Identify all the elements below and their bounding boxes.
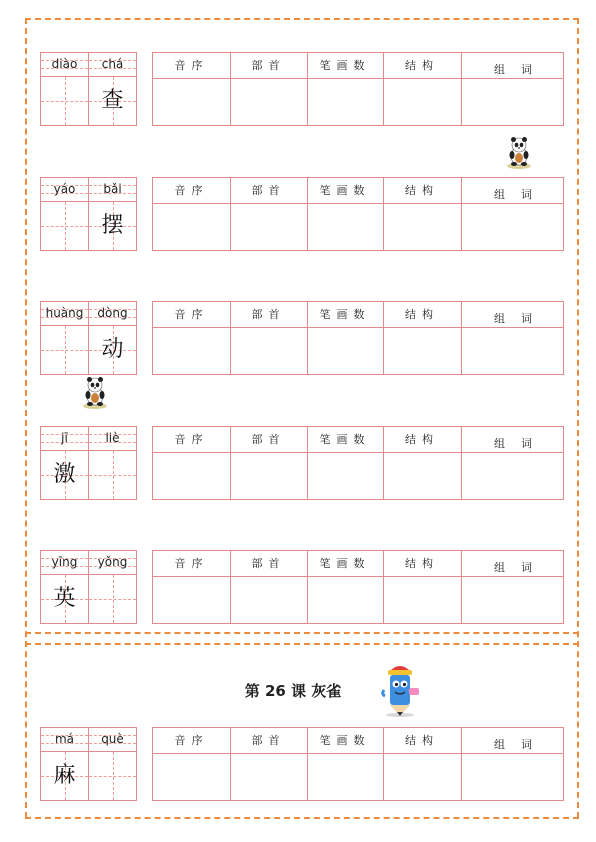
hanzi-box [41, 202, 88, 250]
answer-cell[interactable] [230, 205, 307, 250]
answer-cell[interactable] [230, 329, 307, 374]
info-column-label: 笔画数 [319, 308, 371, 321]
pinyin-text: liè [105, 431, 120, 445]
info-column-label: 组词 [494, 63, 548, 76]
hanzi-text: 查 [101, 88, 124, 113]
panda-icon [506, 136, 532, 170]
character-info-table [152, 727, 564, 801]
info-column-label: 部首 [251, 734, 286, 747]
character-info-table [152, 177, 564, 251]
writing-row [40, 52, 564, 126]
info-column-label: 部首 [251, 59, 286, 72]
character-cell[interactable] [88, 301, 137, 375]
answer-cell[interactable] [230, 80, 307, 125]
hanzi-text [89, 451, 136, 499]
section-divider-bottom [25, 643, 579, 645]
hanzi-text: 摆 [101, 213, 124, 238]
answer-cell[interactable] [153, 80, 230, 125]
hanzi-box [89, 575, 136, 623]
info-column-label: 音序 [174, 184, 209, 197]
info-column-label: 结构 [405, 557, 439, 570]
answer-cell[interactable] [383, 578, 461, 623]
pinyin-line [41, 551, 88, 575]
panda-icon [82, 376, 108, 410]
answer-cell[interactable] [461, 205, 565, 250]
pinyin-text: yǒng [97, 555, 128, 569]
hanzi-box [89, 752, 136, 800]
info-column-label: 部首 [251, 433, 286, 446]
character-cell[interactable] [40, 52, 89, 126]
info-column-label: 部首 [251, 308, 286, 321]
character-grid [40, 727, 137, 801]
pinyin-line [41, 178, 88, 202]
answer-cell[interactable] [230, 755, 307, 800]
writing-row [40, 301, 564, 375]
character-cell[interactable] [40, 550, 89, 624]
pinyin-line [89, 53, 136, 77]
answer-cell[interactable] [153, 329, 230, 374]
info-column-label: 组词 [494, 437, 548, 450]
info-column-label: 结构 [405, 184, 439, 197]
pinyin-text: huàng [45, 306, 84, 320]
answer-cell[interactable] [307, 205, 383, 250]
pinyin-text: yáo [53, 182, 76, 196]
info-column-label: 笔画数 [319, 433, 371, 446]
writing-row [40, 177, 564, 251]
answer-cell[interactable] [307, 578, 383, 623]
pinyin-line [89, 178, 136, 202]
answer-cell[interactable] [461, 578, 565, 623]
hanzi-text: 激 [53, 462, 76, 487]
character-grid [40, 52, 137, 126]
character-cell[interactable] [40, 301, 89, 375]
answer-cell[interactable] [307, 329, 383, 374]
info-column-label: 组词 [494, 738, 548, 751]
hanzi-box [89, 202, 136, 250]
character-cell[interactable] [88, 177, 137, 251]
character-grid [40, 301, 137, 375]
pinyin-text: bǎi [103, 182, 122, 196]
info-column-label: 笔画数 [319, 184, 371, 197]
pinyin-text: què [101, 732, 124, 746]
answer-cell[interactable] [230, 578, 307, 623]
hanzi-text [41, 326, 88, 374]
lesson-title: 第 26 课 灰雀 [244, 682, 342, 700]
pinyin-line [41, 302, 88, 326]
pinyin-text: chá [101, 57, 124, 71]
answer-cell[interactable] [383, 205, 461, 250]
info-column-label: 结构 [405, 734, 439, 747]
pinyin-text: yīng [51, 555, 78, 569]
answer-cell[interactable] [230, 454, 307, 499]
pinyin-line [89, 728, 136, 752]
info-column-label: 组词 [494, 312, 548, 325]
hanzi-box [89, 451, 136, 499]
hanzi-text: 动 [101, 337, 124, 362]
pinyin-text: diào [51, 57, 78, 71]
writing-row [40, 727, 564, 801]
hanzi-box [41, 575, 88, 623]
hanzi-box [41, 752, 88, 800]
character-info-table [152, 426, 564, 500]
answer-cell[interactable] [383, 454, 461, 499]
character-cell[interactable] [88, 727, 137, 801]
answer-cell[interactable] [153, 454, 230, 499]
character-info-table [152, 52, 564, 126]
info-column-label: 结构 [405, 433, 439, 446]
pinyin-text: dòng [97, 306, 128, 320]
character-cell[interactable] [88, 52, 137, 126]
section-divider-top [25, 632, 579, 634]
info-column-label: 音序 [174, 433, 209, 446]
pencil-mascot-icon [375, 660, 425, 718]
hanzi-text: 麻 [53, 763, 76, 788]
info-column-label: 音序 [174, 59, 209, 72]
pinyin-line [41, 427, 88, 451]
info-column-label: 音序 [174, 557, 209, 570]
answer-cell[interactable] [383, 80, 461, 125]
character-cell[interactable] [40, 426, 89, 500]
pinyin-text: jī [61, 431, 68, 445]
answer-cell[interactable] [461, 454, 565, 499]
character-grid [40, 177, 137, 251]
answer-cell[interactable] [383, 329, 461, 374]
answer-cell[interactable] [153, 205, 230, 250]
info-column-label: 音序 [174, 308, 209, 321]
info-column-label: 笔画数 [319, 59, 371, 72]
character-cell[interactable] [88, 550, 137, 624]
info-column-label: 结构 [405, 59, 439, 72]
hanzi-box [41, 77, 88, 125]
answer-cell[interactable] [153, 578, 230, 623]
pinyin-line [41, 728, 88, 752]
info-column-label: 音序 [174, 734, 209, 747]
pinyin-line [89, 427, 136, 451]
answer-cell[interactable] [383, 755, 461, 800]
hanzi-box [41, 451, 88, 499]
hanzi-box [89, 77, 136, 125]
hanzi-text [41, 202, 88, 250]
character-cell[interactable] [40, 177, 89, 251]
character-cell[interactable] [88, 426, 137, 500]
info-column-label: 笔画数 [319, 734, 371, 747]
info-column-label: 笔画数 [319, 557, 371, 570]
info-column-label: 部首 [251, 184, 286, 197]
answer-cell[interactable] [153, 755, 230, 800]
info-column-label: 组词 [494, 188, 548, 201]
answer-cell[interactable] [461, 755, 565, 800]
hanzi-text [89, 752, 136, 800]
info-column-label: 部首 [251, 557, 286, 570]
writing-row [40, 550, 564, 624]
character-info-table [152, 301, 564, 375]
answer-cell[interactable] [461, 80, 565, 125]
answer-cell[interactable] [461, 329, 565, 374]
info-column-label: 结构 [405, 308, 439, 321]
character-grid [40, 550, 137, 624]
pinyin-text: má [54, 732, 75, 746]
frame-bottom-border [25, 817, 579, 819]
character-info-table [152, 550, 564, 624]
answer-cell[interactable] [307, 80, 383, 125]
hanzi-text [41, 77, 88, 125]
character-grid [40, 426, 137, 500]
hanzi-box [89, 326, 136, 374]
pinyin-line [41, 53, 88, 77]
frame-top-border [25, 18, 579, 20]
pinyin-line [89, 302, 136, 326]
pinyin-line [89, 551, 136, 575]
info-column-label: 组词 [494, 561, 548, 574]
hanzi-box [41, 326, 88, 374]
answer-cell[interactable] [307, 454, 383, 499]
hanzi-text [89, 575, 136, 623]
answer-cell[interactable] [307, 755, 383, 800]
hanzi-text: 英 [53, 586, 76, 611]
character-cell[interactable] [40, 727, 89, 801]
writing-row [40, 426, 564, 500]
